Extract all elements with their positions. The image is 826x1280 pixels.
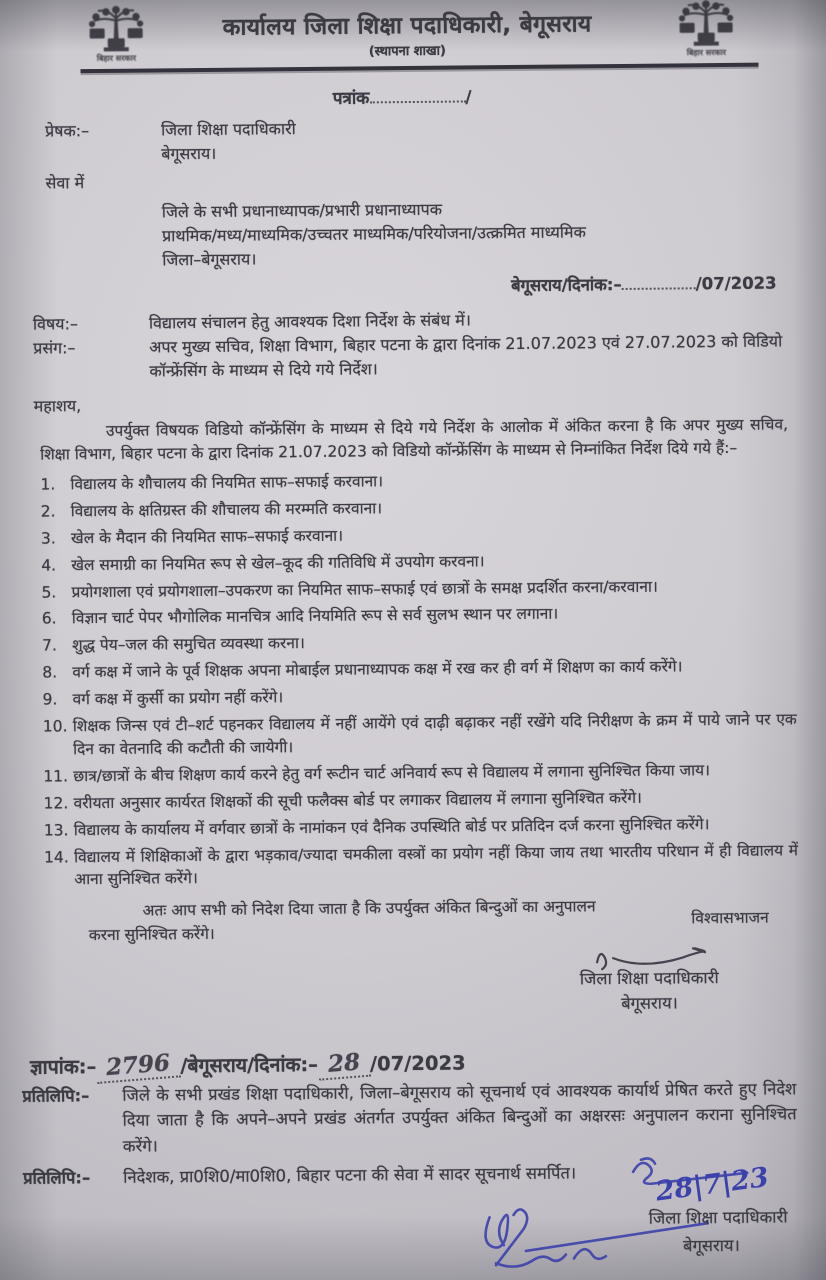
office-branch: (स्थापना शाखा) <box>368 43 446 60</box>
memo-label: ज्ञापांक:– <box>29 1054 97 1079</box>
item-text: विद्यालय के कार्यालय में वर्गवार छात्रों के नामांकन एवं दैनिक उपस्थिति बोर्ड पर प्रतिदिन दर्ज करना सुनिश्चित करेंगे। <box>73 814 710 839</box>
memo-day-handwritten: 28 <box>317 1047 371 1080</box>
item-text: वर्ग कक्ष में कुर्सी का प्रयोग नहीं करेंगे। <box>72 688 284 709</box>
recipient-line: जिले के सभी प्रधानाध्यापक/प्रभारी प्रधानाध्यापक <box>161 199 443 222</box>
bottom-signatory-place: बेगूसराय। <box>683 1235 740 1256</box>
item-number: 13. <box>43 821 69 840</box>
list-item <box>40 466 794 496</box>
reference-text: अपर मुख्य सचिव, शिक्षा विभाग, बिहार पटना के द्वारा दिनांक 21.07.2023 एवं 27.07.2023 को विडियो कॉन्फ्रेंसिंग के माध्यम से दिये गये निर्देश। <box>149 331 783 381</box>
header-divider <box>81 63 759 74</box>
list-item <box>42 655 796 685</box>
item-text: खेल के मैदान की नियमित साफ–सफाई करवाना। <box>70 526 344 547</box>
list-item <box>43 709 797 761</box>
item-text: वरीयता अनुसार कार्यरत शिक्षकों की सूची फलैक्स बोर्ड पर लगाकर विद्यालय में लगाना सुनिश्चित करेंगे। <box>73 788 642 813</box>
list-item <box>42 601 796 631</box>
item-number: 10. <box>42 717 68 736</box>
bottom-signatory-title: जिला शिक्षा पदाधिकारी <box>648 1207 788 1228</box>
item-number: 12. <box>43 794 69 813</box>
complimentary-close: विश्वासभाजन <box>691 908 769 927</box>
directives-list <box>40 466 798 891</box>
copy-paragraph <box>4 1076 826 1161</box>
item-text: छात्र/छात्रों के बीच शिक्षण कार्य करने हेतु वर्ग रूटीन चार्ट अनिवार्य रूप से विद्यालय में लगाना सुनिश्चित किया जाय। <box>73 760 711 786</box>
list-item <box>41 493 795 523</box>
recipient-line: प्राथमिक/मध्य/माध्यमिक/उच्चतर माध्यमिक/परियोजना/उत्क्रमित माध्यमिक <box>162 222 586 246</box>
item-number: 6. <box>41 609 57 629</box>
emblem-caption: बिहार सरकार <box>686 47 727 58</box>
item-text: विद्यालय में शिक्षिकाओं के द्वारा भड़काव/ज्यादा चमकीला वस्त्रों का प्रयोग नहीं किया जाय तथा भारतीय परिधान में ही विद्यालय में आना सुनिश्चित करेंगे। <box>73 841 799 889</box>
item-number: 1. <box>40 475 56 494</box>
subject-text: विद्यालय संचालन हेतु आवश्यक दिशा निर्देश के संबंध में। <box>148 310 471 333</box>
emblem-caption: बिहार सरकार <box>96 53 137 64</box>
list-item <box>42 628 796 658</box>
reference-row <box>0 329 823 385</box>
closing-line: अतः आप सभी को निदेश दिया जाता है कि उपर्युक्त अंकित बिन्दुओं का अनुपालन <box>142 896 596 920</box>
signatory-place: बेगूसराय। <box>621 993 678 1014</box>
sender-line: जिला शिक्षा पदाधिकारी <box>161 119 296 140</box>
list-item <box>44 839 798 891</box>
bottom-signature-block <box>455 1152 806 1273</box>
to-label: सेवा में <box>45 173 85 193</box>
letter-number-slash: / <box>465 87 472 108</box>
sender-block <box>0 112 821 168</box>
list-item <box>41 520 795 550</box>
item-number: 8. <box>42 663 58 682</box>
list-item <box>41 574 795 604</box>
list-item <box>43 758 797 788</box>
item-text: प्रयोगशाला एवं प्रयोगशाला–उपकरण का नियमित साफ–सफाई एवं छात्रों के समक्ष प्रदर्शित करना/करवाना। <box>71 577 658 601</box>
list-item <box>44 812 798 842</box>
list-item <box>43 785 797 815</box>
recipient-block <box>0 194 822 274</box>
item-text: खेल समाग्री का नियमित रूप से खेल–कूद की गतिविधि में उपयोग करवना। <box>71 551 485 574</box>
list-item <box>41 547 795 577</box>
recipient-line: जिला–बेगूसराय। <box>162 249 257 270</box>
item-number: 5. <box>41 582 57 602</box>
opening-paragraph: उपर्युक्त विषयक विडियो कॉन्फ्रेंसिंग के माध्यम से दिये गये निर्देश के आलोक में अंकित करना है कि अपर मुख्य सचिव, शिक्षा विभाग, बिहार पटना के द्वारा दिनांक 21.07.2023 को विडियो कॉन्फ्रेंसिंग के माध्यम से निम्नांकित निर्देश दिये गये हैं:– <box>40 415 789 464</box>
item-number: 11. <box>43 767 69 786</box>
subject-label: विषय:– <box>32 314 79 334</box>
letter-number-line <box>333 81 821 109</box>
salutation: महाशय, <box>33 396 82 416</box>
item-number: 3. <box>40 529 56 548</box>
item-text: शुद्ध पेय–जल की समुचित व्यवस्था करना। <box>71 634 305 655</box>
office-title: कार्यालय जिला शिक्षा पदाधिकारी, बेगूसराय <box>222 11 592 41</box>
item-text: वर्ग कक्ष में जाने के पूर्व शिक्षक अपना मोबाईल प्रधानाध्यापक कक्ष में रख कर ही वर्ग में शिक्षण का कार्य करेंगे। <box>72 657 683 682</box>
letter-number-blank <box>369 84 465 103</box>
item-number: 4. <box>41 555 57 575</box>
place-date-line <box>0 271 777 301</box>
letterhead <box>0 0 820 63</box>
memo-number-line <box>30 1045 826 1082</box>
copy-label: प्रतिलिपि:– <box>22 1085 90 1106</box>
item-number: 9. <box>42 690 58 709</box>
signatory-title: जिला शिक्षा पदाधिकारी <box>579 967 719 989</box>
copy-text: जिले के सभी प्रखंड शिक्षा पदाधिकारी, जिला–बेगूसराय को सूचनार्थ एवं आवश्यक कार्यार्थ प्रेषित करते हुए निदेश दिया जाता है कि अपने–अपने प्रखंड अंतर्गत उपर्युक्त अंकित बिन्दुओं का अक्षरसः अनुपालन कराना सुनिश्चित करेंगे। <box>122 1079 797 1156</box>
memo-number-handwritten: 2796 <box>95 1048 181 1084</box>
list-item <box>42 682 796 712</box>
recipient-indent <box>0 201 162 275</box>
signatory-block <box>529 964 769 1017</box>
sender-label: प्रेषक:– <box>45 121 90 141</box>
item-number: 2. <box>40 502 56 521</box>
closing-line-continued: करना सुनिश्चित करेंगे। <box>88 924 215 944</box>
letter-number-label: पत्रांक <box>332 88 370 109</box>
item-text: विज्ञान चार्ट पेपर भौगोलिक मानचित्र आदि नियमिति रूप से सर्व सुलभ स्थान पर लगाना। <box>71 605 559 628</box>
item-text: शिक्षक जिन्स एवं टी–शर्ट पहनकर विद्यालय में नहीं आयेंगे एवं दाढ़ी बढ़ाकर नहीं रखेंगे यदि निरीक्षण के क्रम में पाये जाने पर एक दिन का वेतनादि की कटौती की जायेगी। <box>72 710 797 759</box>
place-date-suffix: /07/2023 <box>695 273 777 294</box>
item-number: 7. <box>41 636 57 656</box>
item-number: 14. <box>43 848 69 867</box>
sender-line: बेगूसराय। <box>161 144 217 164</box>
item-text: विद्यालय के शौचालय की नियमित साफ–सफाई करवाना। <box>70 471 384 493</box>
reference-label: प्रसंग:– <box>33 338 76 358</box>
bihar-emblem-icon <box>674 0 739 59</box>
date-blank <box>622 272 696 290</box>
memo-suffix: /07/2023 <box>369 1051 466 1076</box>
memo-middle: /बेगूसराय/दिनांक:– <box>180 1052 319 1078</box>
item-text: विद्यालय के क्षतिग्रस्त की शौचालय की मरम्मति करवाना। <box>70 498 383 520</box>
place-date-prefix: बेगूसराय/दिनांक:– <box>511 275 622 296</box>
handwritten-date: 28|7|23 <box>653 1161 771 1208</box>
copy-text: निदेशक, प्रा0शि0/मा0शि0, बिहार पटना की सेवा में सादर सूचनार्थ समर्पित। <box>123 1163 577 1188</box>
copy-label: प्रतिलिपि:– <box>23 1168 91 1189</box>
bihar-emblem-icon <box>84 5 149 66</box>
